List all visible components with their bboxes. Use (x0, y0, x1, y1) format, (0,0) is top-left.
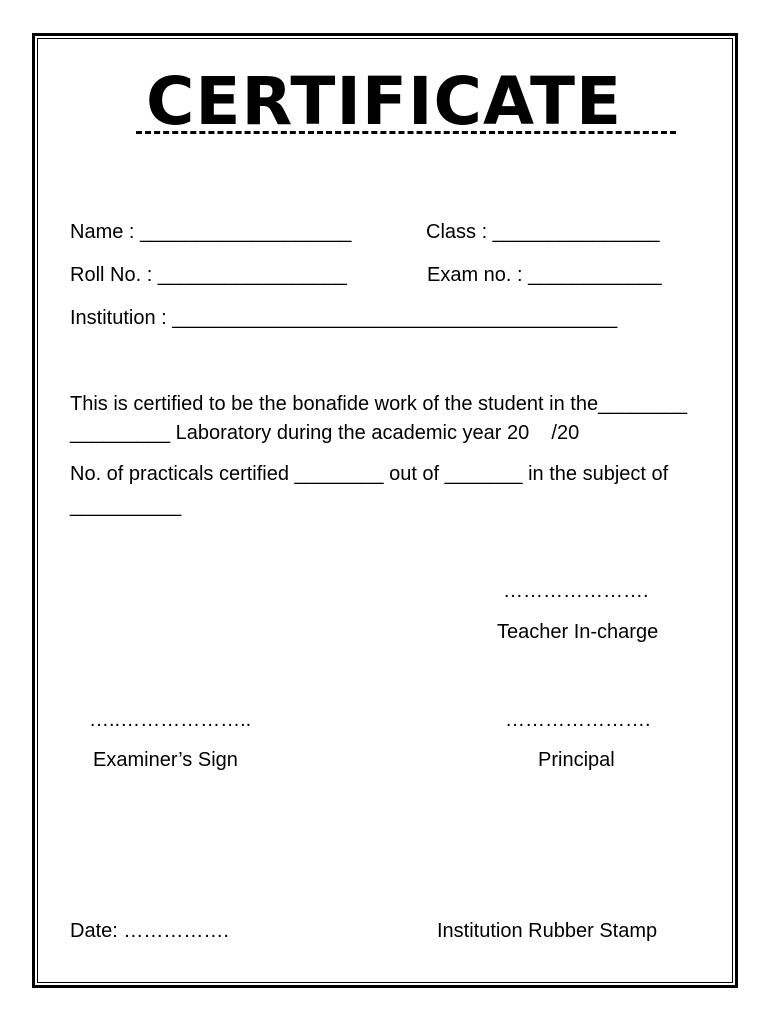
roll-no-field: Roll No. : _________________ (70, 264, 347, 286)
principal-sign-line: …………………. (505, 709, 651, 731)
body-line-1: This is certified to be the bonafide work of the student in the________ (70, 393, 688, 415)
body-line-3: No. of practicals certified ________ out of _______ in the subject of (70, 463, 669, 485)
exam-no-field: Exam no. : ____________ (427, 264, 662, 286)
title-underline (136, 131, 676, 134)
date-field: Date: ……………. (70, 920, 229, 942)
class-field: Class : _______________ (426, 221, 660, 243)
name-field: Name : ___________________ (70, 221, 352, 243)
certificate-title: CERTIFICATE (145, 63, 623, 140)
body-line-2: _________ Laboratory during the academic year 20 /20 (70, 422, 580, 444)
examiner-sign-label: Examiner’s Sign (93, 749, 238, 771)
examiner-sign-line: …..……………….. (89, 709, 252, 731)
institution-field: Institution : ________________________________________ (70, 307, 618, 329)
teacher-sign-line: …………………. (503, 580, 649, 602)
institution-stamp-label: Institution Rubber Stamp (437, 920, 658, 942)
principal-label: Principal (538, 749, 615, 771)
body-line-4: __________ (70, 495, 182, 517)
teacher-in-charge-label: Teacher In-charge (497, 621, 659, 643)
